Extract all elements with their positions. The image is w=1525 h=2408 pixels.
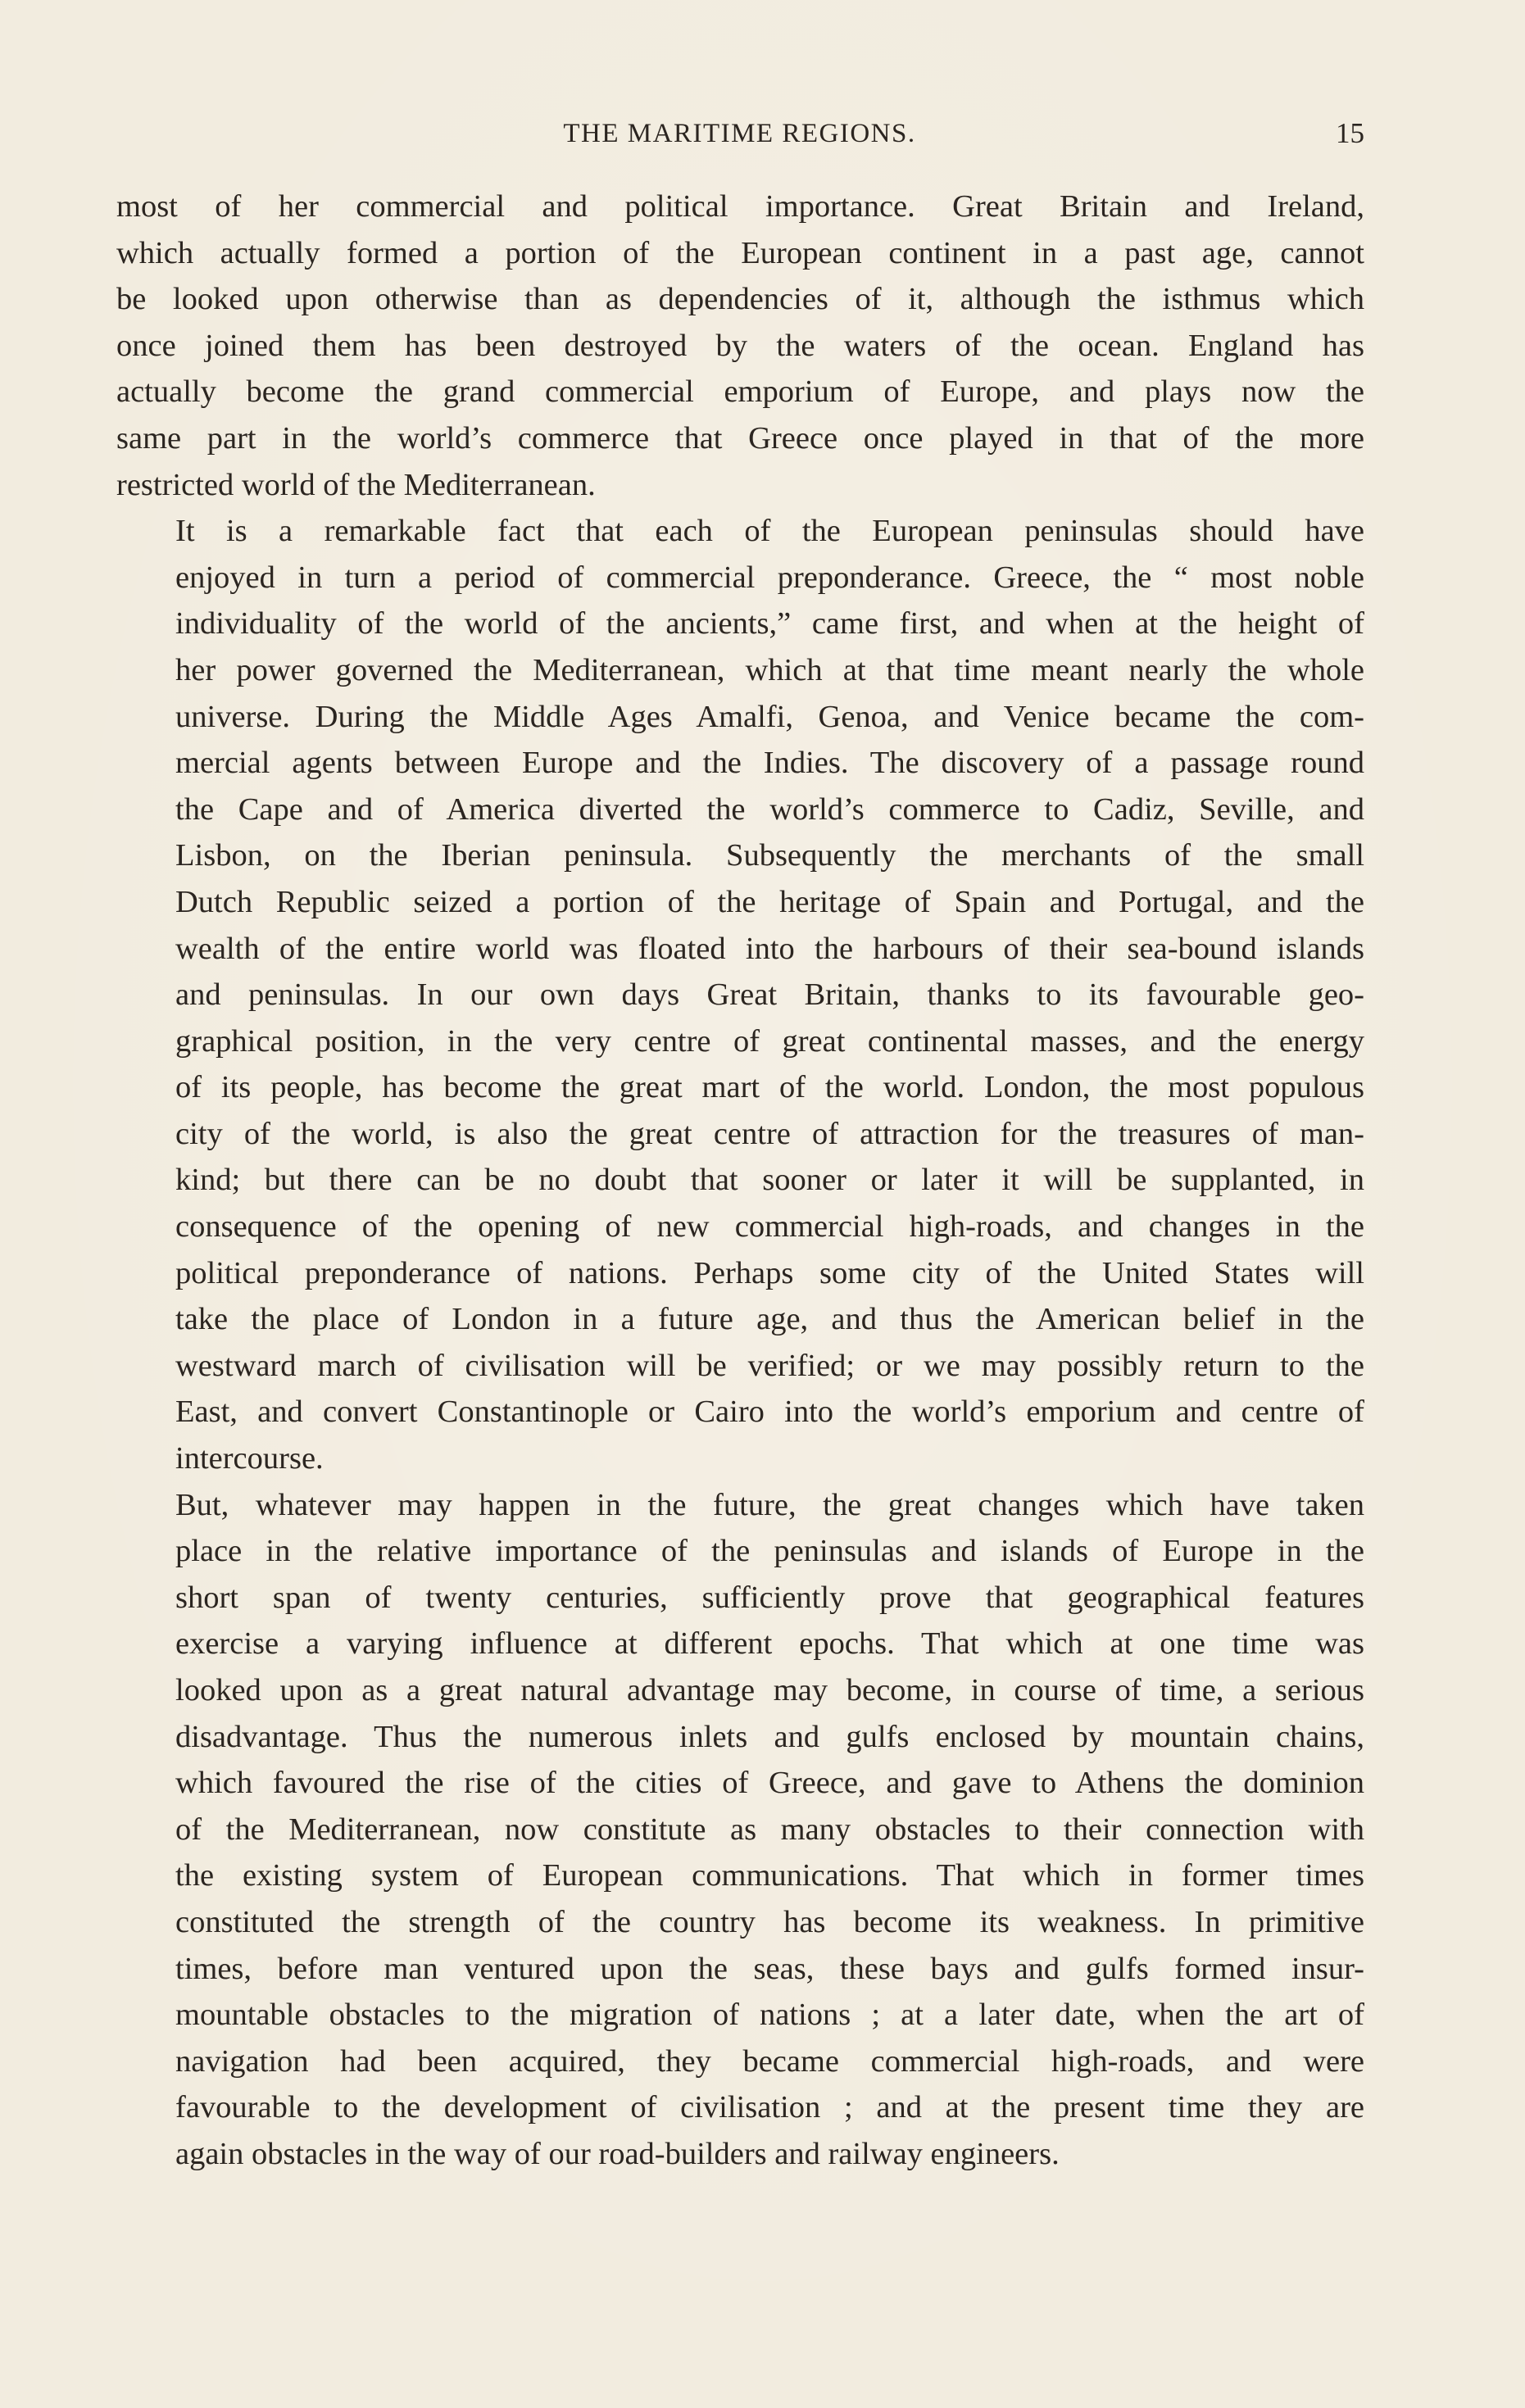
text-line: mercial agents between Europe and the Indies. The discovery of a passage round: [175, 746, 1364, 781]
text-line: favourable to the development of civilisation ; and at the present time they are: [175, 2090, 1364, 2125]
text-line: westward march of civilisation will be verified; or we may possibly return to the: [175, 1348, 1364, 1383]
text-line: intercourse.: [175, 1441, 324, 1476]
text-line: political preponderance of nations. Perhaps some city of the United States will: [175, 1255, 1364, 1290]
text-line: place in the relative importance of the peninsulas and islands of Europe in the: [175, 1534, 1364, 1569]
text-line: which actually formed a portion of the European continent in a past age, cannot: [116, 235, 1364, 270]
text-line: times, before man ventured upon the seas, these bays and gulfs formed insur-: [175, 1951, 1364, 1986]
text-line: Lisbon, on the Iberian peninsula. Subsequently the merchants of the small: [175, 838, 1364, 873]
text-line: individuality of the world of the ancients,” came first, and when at the height of: [175, 606, 1364, 642]
text-line: constituted the strength of the country has become its weakness. In primitive: [175, 1904, 1364, 1939]
paragraph-3: [116, 1482, 1364, 2178]
text-line: restricted world of the Mediterranean.: [116, 467, 596, 502]
text-line: mountable obstacles to the migration of nations ; at a later date, when the art of: [175, 1998, 1364, 2033]
text-line: take the place of London in a future age, and thus the American belief in the: [175, 1302, 1364, 1337]
text-line: be looked upon otherwise than as dependencies of it, although the isthmus which: [116, 282, 1364, 317]
text-line: It is a remarkable fact that each of the European peninsulas should have: [175, 514, 1364, 549]
body-text: [116, 184, 1364, 2178]
text-line: the Cape and of America diverted the world’s commerce to Cadiz, Seville, and: [175, 791, 1364, 827]
text-line: most of her commercial and political importance. Great Britain and Ireland,: [116, 189, 1364, 224]
text-line: Dutch Republic seized a portion of the heritage of Spain and Portugal, and the: [175, 884, 1364, 919]
text-line: navigation had been acquired, they became commercial high-roads, and were: [175, 2043, 1364, 2079]
text-line: same part in the world’s commerce that Greece once played in that of the more: [116, 420, 1364, 456]
paragraph-1: [116, 184, 1364, 508]
paragraph-2: [116, 508, 1364, 1481]
running-head: [115, 113, 1364, 154]
text-line: again obstacles in the way of our road-builders and railway engineers.: [175, 2136, 1060, 2171]
text-line: wealth of the entire world was floated into the harbours of their sea-bound islands: [175, 931, 1364, 966]
text-line: enjoyed in turn a period of commercial preponderance. Greece, the “ most noble: [175, 560, 1364, 595]
text-line: disadvantage. Thus the numerous inlets and gulfs enclosed by mountain chains,: [175, 1719, 1364, 1754]
text-line: graphical position, in the very centre of great continental masses, and the energy: [175, 1023, 1364, 1059]
text-line: her power governed the Mediterranean, which at that time meant nearly the whole: [175, 652, 1364, 687]
text-line: looked upon as a great natural advantage may become, in course of time, a serious: [175, 1673, 1364, 1707]
text-line: universe. During the Middle Ages Amalfi, Genoa, and Venice became the com-: [175, 699, 1364, 734]
text-line: the existing system of European communications. That which in former times: [175, 1858, 1364, 1893]
text-line: and peninsulas. In our own days Great Britain, thanks to its favourable geo-: [175, 977, 1364, 1013]
text-line: actually become the grand commercial emporium of Europe, and plays now the: [116, 374, 1364, 410]
running-title: THE MARITIME REGIONS.: [563, 119, 916, 148]
text-line: But, whatever may happen in the future, the great changes which have taken: [175, 1487, 1364, 1522]
text-line: of its people, has become the great mart of the world. London, the most populous: [175, 1070, 1364, 1105]
text-line: exercise a varying influence at different epochs. That which at one time was: [175, 1626, 1364, 1662]
text-line: city of the world, is also the great centre of attraction for the treasures of man-: [175, 1116, 1364, 1151]
text-line: which favoured the rise of the cities of Greece, and gave to Athens the dominion: [175, 1766, 1364, 1801]
text-line: kind; but there can be no doubt that sooner or later it will be supplanted, in: [175, 1163, 1364, 1198]
page-number: 15: [1336, 117, 1364, 149]
text-line: East, and convert Constantinople or Cairo into the world’s emporium and centre of: [175, 1394, 1364, 1430]
text-line: once joined them has been destroyed by the waters of the ocean. England has: [116, 328, 1364, 363]
text-line: consequence of the opening of new commercial high-roads, and changes in the: [175, 1209, 1364, 1245]
text-line: of the Mediterranean, now constitute as many obstacles to their connection with: [175, 1812, 1364, 1847]
text-line: short span of twenty centuries, sufficiently prove that geographical features: [175, 1580, 1364, 1615]
